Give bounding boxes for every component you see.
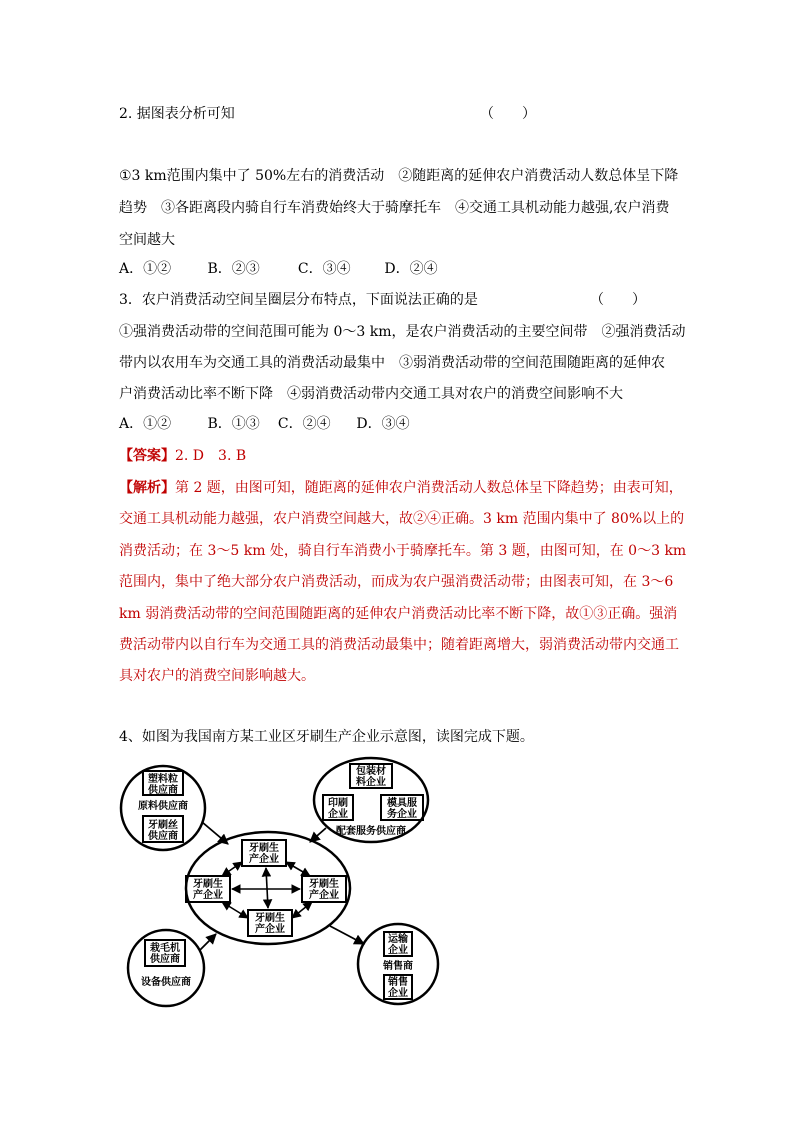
prod-top-line1: 牙刷生 [249, 843, 279, 854]
raw-box-bottom-line1: 牙刷丝 [148, 820, 178, 831]
sales-top-line1: 运输 [388, 934, 408, 945]
prod-left-line2: 产企业 [193, 890, 223, 901]
q4-stem-line [119, 727, 534, 747]
sales-bottom-line1: 销售 [388, 977, 408, 988]
equip-title: 设备供应商 [141, 977, 191, 988]
analysis-line-3: 消费活动；在 3～5 km 处，骑自行车消费小于骑摩托车。第 3 题，由图可知，在 0～3 km [119, 543, 687, 559]
q2-options [119, 259, 438, 279]
sales-bottom-line2: 企业 [388, 988, 408, 999]
analysis-highlight-2: ①③ [579, 606, 608, 622]
raw-title: 原料供应商 [138, 801, 188, 812]
q4-stem: 4、如图为我国南方某工业区牙刷生产企业示意图，读图完成下题。 [119, 729, 534, 745]
svc-pack-line1: 包装材 [356, 766, 386, 777]
prod-bottom-line1: 牙刷生 [255, 913, 285, 924]
sales-title: 销售商 [383, 961, 413, 972]
q2-text-line-3: 空间越大 [119, 232, 175, 248]
answer-label: 【答案】 [119, 448, 175, 464]
q3-stem-line [119, 290, 478, 310]
prod-left-line1: 牙刷生 [193, 879, 223, 890]
analysis-line-2: 交通工具机动能力越强，农户消费空间越大，故②④正确。3 km 范围内集中了 80%以上的 [119, 511, 685, 527]
production-cluster-node [186, 832, 350, 944]
q3-option-a[interactable]: A．①② [119, 416, 172, 432]
q2-text-line-2: 趋势 ③各距离段内骑自行车消费始终大于骑摩托车 ④交通工具机动能力越强,农户消费 [119, 200, 670, 216]
svc-print-line1: 印刷 [328, 798, 348, 809]
analysis-line-6: 费活动带内以自行车为交通工具的消费活动最集中；随着距离增大，弱消费活动带内交通工 [119, 637, 679, 653]
raw-box-bottom-line2: 供应商 [148, 831, 178, 842]
svc-mold-line2: 务企业 [387, 809, 417, 820]
analysis-line-1: 【解析】第 2 题，由图可知，随距离的延伸农户消费活动人数总体呈下降趋势；由表可知， [119, 480, 683, 496]
prod-right-line2: 产企业 [309, 890, 339, 901]
q3-paren: （ ） [590, 292, 646, 308]
q3-text-line-3: 户消费活动比率不断下降 ④弱消费活动带内交通工具对农户的消费空间影响不大 [119, 386, 623, 402]
analysis-highlight-1: ②④ [413, 511, 441, 527]
q3-stem: 3．农户消费活动空间呈圈层分布特点，下面说法正确的是 [119, 292, 478, 308]
sales-node [358, 924, 438, 1004]
equip-line2: 供应商 [150, 954, 180, 965]
equipment-supplier-node [128, 930, 204, 1006]
q3-text-line-1: ①强消费活动带的空间范围可能为 0～3 km，是农户消费活动的主要空间带 ②强消费活动 [119, 324, 686, 340]
q2-option-d[interactable]: D．②④ [384, 261, 438, 277]
analysis-label: 【解析】 [119, 480, 175, 496]
q3-options [119, 414, 410, 434]
q3-option-d[interactable]: D．③④ [356, 416, 410, 432]
arrow-cluster-to-sales [330, 926, 364, 944]
q3-option-c[interactable]: C．②④ [277, 416, 331, 432]
answer-text: 2. D 3. B [175, 448, 247, 464]
svc-mold-line1: 模具服 [387, 798, 417, 809]
svc-pack-line2: 料企业 [356, 777, 386, 788]
analysis-line-4: 范围内，集中了绝大部分农户消费活动，而成为农户强消费活动带；由图表可知，在 3～6 [119, 574, 674, 590]
arrow-raw-to-cluster [202, 822, 228, 844]
prod-right-line1: 牙刷生 [309, 879, 339, 890]
toothbrush-industry-diagram [118, 756, 448, 1018]
svc-title: 配套服务供应商 [336, 826, 406, 837]
raw-box-top-line1: 塑料粒 [148, 774, 178, 785]
svc-print-line2: 企业 [328, 809, 348, 820]
q2-option-b[interactable]: B．②③ [207, 261, 260, 277]
equip-line1: 栽毛机 [150, 943, 180, 954]
raw-material-supplier-node [121, 766, 205, 850]
q2-option-c[interactable]: C．③④ [297, 261, 351, 277]
q2-paren: （ ） [480, 106, 536, 122]
q3-option-b[interactable]: B．①③ [207, 416, 260, 432]
arrow-service-to-cluster [310, 828, 326, 842]
raw-box-top-line2: 供应商 [148, 785, 178, 796]
prod-top-line2: 产企业 [249, 854, 279, 865]
prod-bottom-line2: 产企业 [255, 924, 285, 935]
q2-option-a[interactable]: A．①② [119, 261, 172, 277]
analysis-line-7: 具对农户的消费空间影响越大。 [119, 668, 315, 684]
sales-top-line2: 企业 [388, 945, 408, 956]
analysis-line-5: km 弱消费活动带的空间范围随距离的延伸农户消费活动比率不断下降，故①③正确。强消 [119, 606, 678, 622]
q2-stem-line [119, 104, 235, 124]
q2-stem: 2. 据图表分析可知 [119, 106, 235, 122]
q3-text-line-2: 带内以农用车为交通工具的消费活动最集中 ③弱消费活动带的空间范围随距离的延伸农 [119, 355, 665, 371]
arrow-equipment-to-cluster [200, 934, 216, 950]
answer-line [119, 446, 246, 466]
q2-text-line-1: ①3 km范围内集中了 50%左右的消费活动 ②随距离的延伸农户消费活动人数总体呈下降 [119, 168, 679, 184]
service-supplier-node [314, 758, 428, 842]
